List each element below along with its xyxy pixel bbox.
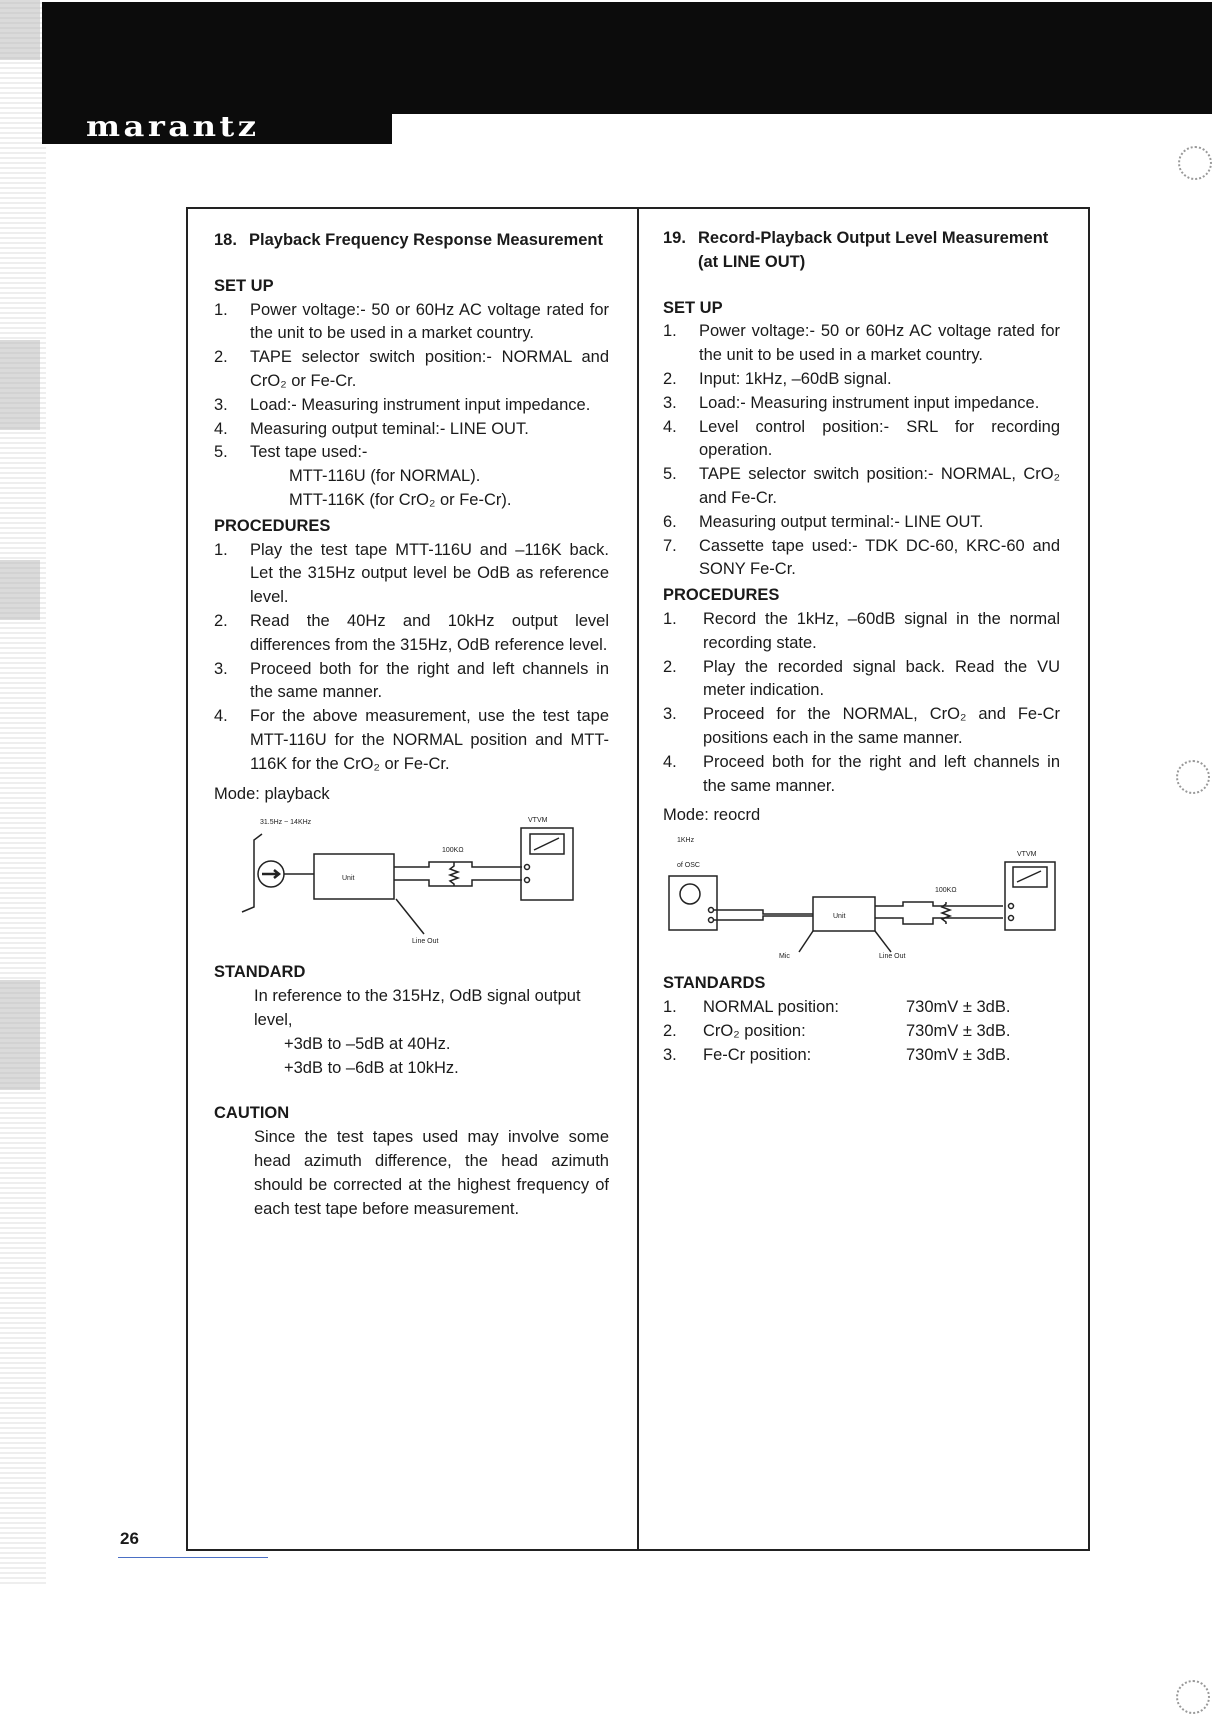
setup-list (214, 299, 609, 466)
oscillator-dial-icon (680, 884, 700, 904)
procedures-list (214, 539, 609, 777)
brand-logo: marantz (86, 110, 260, 143)
list-item: 4. Proceed both for the right and left channels in the same manner. (663, 752, 1060, 795)
list-item: 1. Play the test tape MTT-116U and –116K back. Let the 315Hz output level be OdB as reference level. (214, 540, 609, 607)
mic-label: Mic (779, 953, 790, 961)
procedures-list (663, 608, 1060, 798)
list-item: 4. Measuring output teminal:- LINE OUT. (214, 419, 529, 438)
list-item: 2. Read the 40Hz and 10kHz output level differences from the 315Hz, OdB reference level. (214, 611, 609, 654)
scan-binding-edge (0, 0, 46, 1584)
list-item: 5. TAPE selector switch position:- NORMAL, CrO₂ and Fe-Cr. (663, 465, 1060, 507)
standard-line: +3dB to –5dB at 40Hz. (284, 1034, 451, 1053)
test-tape-line: MTT-116U (for NORMAL). (289, 467, 481, 486)
punch-hole-mark (1176, 760, 1210, 794)
list-item: 3. Proceed both for the right and left channels in the same manner. (214, 659, 609, 702)
list-item: 7. Cassette tape used:- TDK DC-60, KRC-60 and SONY Fe-Cr. (663, 536, 1060, 579)
procedures-heading: PROCEDURES (663, 586, 780, 605)
meter-label: VTVM (528, 817, 548, 825)
resistor-label: 100KΩ (442, 847, 464, 855)
record-circuit-diagram (663, 834, 1060, 961)
standards-heading: STANDARDS (663, 974, 766, 993)
mode-label: Mode: reocrd (663, 806, 761, 825)
list-item: 1. Power voltage:- 50 or 60Hz AC voltage rated for the unit to be used in a market country. (663, 322, 1060, 365)
resistor-symbol (450, 862, 458, 886)
resistor-label: 100KΩ (935, 887, 957, 895)
column-divider (637, 209, 639, 1549)
list-item: 4. For the above measurement, use the test tape MTT-116U for the NORMAL position and MTT-116K for the CrO₂ or Fe-Cr. (214, 707, 609, 773)
standard-line: +3dB to –6dB at 10kHz. (284, 1058, 459, 1077)
list-item: 2. Play the recorded signal back. Read the VU meter indication. (663, 657, 1060, 700)
section-19 (663, 227, 1060, 1067)
list-item: 6. Measuring output terminal:- LINE OUT. (663, 512, 984, 531)
section-title: 19. Record-Playback Output Level Measurement (at LINE OUT) (663, 229, 1049, 271)
list-item: 1. NORMAL position: 730mV ± 3dB. (663, 997, 1011, 1016)
arrow-icon (262, 870, 279, 878)
meter-label: VTVM (1017, 851, 1037, 859)
playback-circuit-diagram (214, 812, 609, 947)
unit-label: Unit (833, 913, 846, 921)
list-item: 3. Proceed for the NORMAL, CrO₂ and Fe-Cr positions each in the same manner. (663, 705, 1060, 747)
standards-list (663, 996, 1060, 1067)
procedures-heading: PROCEDURES (214, 516, 331, 535)
setup-list (663, 320, 1060, 582)
list-item: 1. Power voltage:- 50 or 60Hz AC voltage rated for the unit to be used in a market country. (214, 300, 609, 343)
meter-needle (534, 838, 559, 850)
punch-hole-mark (1176, 1680, 1210, 1714)
page-number: 26 (120, 1529, 139, 1548)
section-18 (214, 229, 609, 1221)
list-item: 3. Load:- Measuring instrument input impedance. (663, 393, 1040, 412)
tape-path (242, 834, 262, 912)
test-tape-line: MTT-116K (for CrO₂ or Fe-Cr). (289, 490, 512, 509)
output-label: Line Out (412, 938, 439, 946)
freq-label: 1KHz (677, 837, 695, 845)
list-item: 2. TAPE selector switch position:- NORMAL and CrO₂ or Fe-Cr. (214, 348, 609, 390)
list-item: 5. Test tape used:- (214, 443, 368, 462)
section-title: 18. Playback Frequency Response Measurement (214, 231, 603, 249)
list-item: 2. Input: 1kHz, –60dB signal. (663, 369, 892, 388)
output-label: Line Out (879, 953, 906, 961)
meter-face (1013, 867, 1047, 887)
list-item: 4. Level control position:- SRL for recording operation. (663, 417, 1060, 460)
vtvm-meter (521, 828, 573, 900)
setup-heading: SET UP (663, 298, 723, 317)
list-item: 1. Record the 1kHz, –60dB signal in the normal recording state. (663, 609, 1060, 652)
unit-label: Unit (342, 875, 355, 883)
setup-heading: SET UP (214, 276, 274, 295)
footer-rule (118, 1557, 268, 1558)
standard-intro: In reference to the 315Hz, OdB signal output level, (254, 987, 581, 1029)
header-band (42, 2, 1212, 114)
standard-heading: STANDARD (214, 963, 306, 982)
list-item: 3. Fe-Cr position: 730mV ± 3dB. (663, 1045, 1011, 1064)
caution-heading: CAUTION (214, 1104, 290, 1123)
freq-label: 31.5Hz ~ 14KHz (260, 819, 312, 827)
list-item: 3. Load:- Measuring instrument input impedance. (214, 395, 591, 414)
meter-needle (1017, 871, 1041, 882)
punch-hole-mark (1178, 146, 1212, 180)
osc-label: of OSC (677, 862, 700, 870)
mode-label: Mode: playback (214, 784, 330, 803)
list-item: 2. CrO₂ position: 730mV ± 3dB. (663, 1021, 1011, 1040)
caution-text: Since the test tapes used may involve some head azimuth difference, the head azimuth should be corrected at the highest frequency of each test tape before measurement. (254, 1128, 609, 1218)
